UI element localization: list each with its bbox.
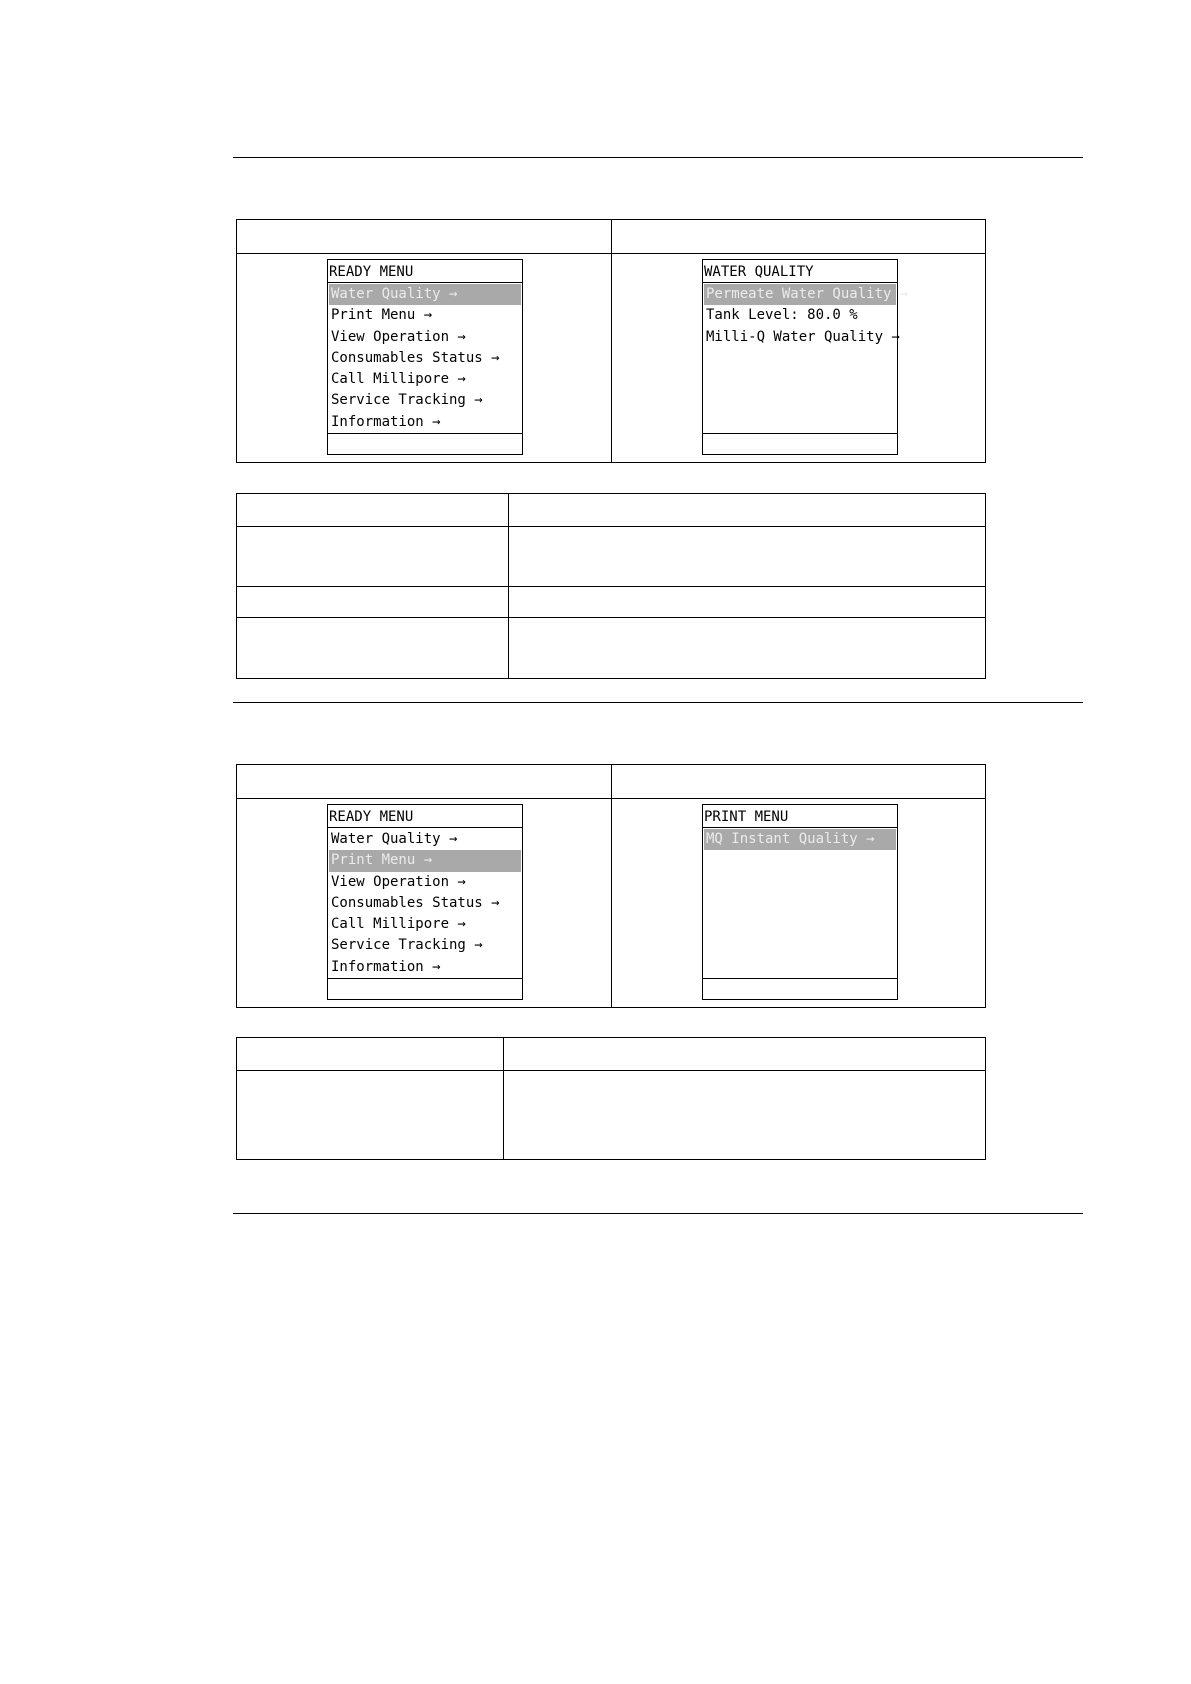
table-row-rule bbox=[237, 526, 985, 527]
section-divider-middle bbox=[233, 702, 1083, 703]
lcd-menu-item[interactable]: Information → bbox=[331, 413, 441, 430]
lcd-menu-item[interactable]: Call Millipore → bbox=[331, 916, 466, 933]
lcd-print-menu bbox=[702, 804, 898, 1000]
lcd-ready-menu bbox=[327, 804, 523, 1000]
lcd-menu-item[interactable]: Water Quality → bbox=[331, 831, 458, 847]
lcd-title: READY MENU bbox=[329, 809, 414, 825]
lcd-menu-items bbox=[704, 284, 909, 348]
lcd-title: READY MENU bbox=[329, 264, 414, 280]
description-table-1 bbox=[236, 493, 986, 679]
lcd-menu-items bbox=[329, 284, 521, 433]
lcd-menu-item[interactable]: Permeate Water Quality → bbox=[704, 284, 896, 305]
lcd-ready-menu bbox=[327, 259, 523, 455]
column-divider bbox=[611, 220, 612, 462]
lcd-menu-item[interactable]: Tank Level: 80.0 % bbox=[706, 307, 858, 324]
lcd-menu-item[interactable]: Information → bbox=[331, 958, 441, 975]
lcd-menu-item[interactable]: MQ Instant Quality → bbox=[704, 829, 896, 850]
lcd-menu-item[interactable]: Milli-Q Water Quality → bbox=[706, 328, 900, 345]
section-divider-top bbox=[233, 157, 1083, 158]
lcd-water-quality-menu bbox=[702, 259, 909, 455]
lcd-menu-item[interactable]: Call Millipore → bbox=[331, 371, 466, 388]
lcd-menu-items bbox=[329, 829, 521, 978]
lcd-menu-item[interactable]: Print Menu → bbox=[331, 307, 433, 324]
lcd-title: WATER QUALITY bbox=[704, 264, 814, 280]
lcd-menu-item[interactable]: Consumables Status → bbox=[331, 349, 500, 366]
table-row-rule bbox=[237, 1070, 985, 1071]
column-divider bbox=[503, 1038, 504, 1159]
lcd-menu-item[interactable]: View Operation → bbox=[331, 873, 466, 890]
lcd-menu-items bbox=[704, 829, 896, 850]
table-row-rule bbox=[237, 586, 985, 587]
lcd-title: PRINT MENU bbox=[704, 809, 789, 825]
column-divider bbox=[611, 765, 612, 1007]
lcd-menu-item[interactable]: Service Tracking → bbox=[331, 392, 483, 409]
description-table-2 bbox=[236, 1037, 986, 1160]
section-divider-bottom bbox=[233, 1213, 1083, 1214]
lcd-menu-item[interactable]: Water Quality → bbox=[329, 284, 521, 305]
lcd-menu-item[interactable]: Print Menu → bbox=[329, 850, 521, 871]
lcd-menu-item[interactable]: Consumables Status → bbox=[331, 894, 500, 911]
lcd-menu-item[interactable]: Service Tracking → bbox=[331, 937, 483, 954]
table-row-rule bbox=[237, 617, 985, 618]
lcd-menu-item[interactable]: View Operation → bbox=[331, 328, 466, 345]
screens-table-2 bbox=[236, 764, 986, 1008]
screens-table-1 bbox=[236, 219, 986, 463]
